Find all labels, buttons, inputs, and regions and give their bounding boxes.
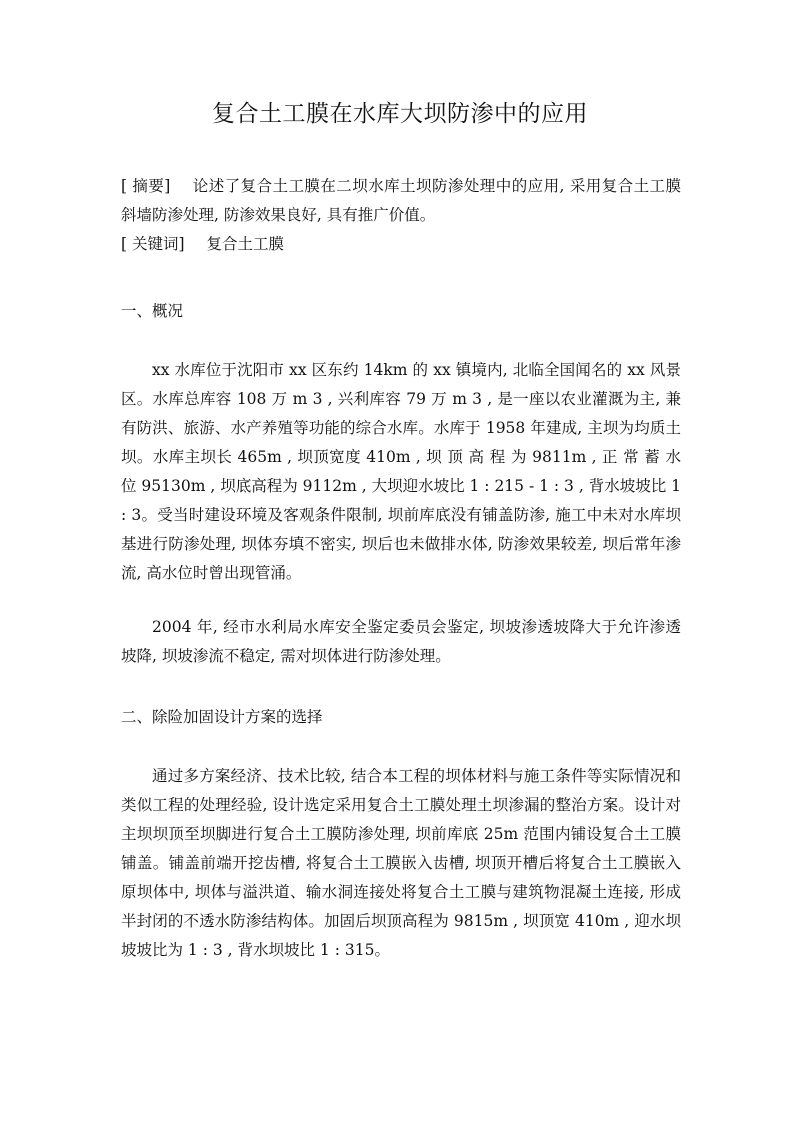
keywords-label: [ 关键词] <box>121 235 185 253</box>
document-title: 复合土工膜在水库大坝防渗中的应用 <box>212 101 588 127</box>
keywords <box>121 230 681 259</box>
section-2-paragraph-1: 通过多方案经济、技术比较, 结合本工程的坝体材料与施工条件等实际情况和类似工程的处理经验, 设计选定采用复合土工膜处理土坝渗漏的整治方案。设计对主坝坝顶至坝脚进行复合土工膜防渗处理, 坝前库底 25m 范围内铺设复合土工膜铺盖。铺盖前端开挖齿槽, 将复合土工膜嵌入齿槽, 坝顶开槽后将复合土工膜嵌入原坝体中, 坝体与溢洪道、输水洞连接处将复合土工膜与建筑物混凝土连接, 形成半封闭的不透水防渗结构体。加固后坝顶高程为 9815m , 坝顶宽 410m , 迎水坝坡坡比为 1 : 3 , 背水坝坡比 1 : 315。 <box>121 767 681 959</box>
abstract <box>121 172 681 230</box>
keywords-text: 复合土工膜 <box>206 235 285 253</box>
abstract-text: 论述了复合土工膜在二坝水库土坝防渗处理中的应用, 采用复合土工膜斜墙防渗处理, 防渗效果良好, 具有推广价值。 <box>121 177 681 224</box>
section-1-paragraph-2: 2004 年, 经市水利局水库安全鉴定委员会鉴定, 坝坡渗透坡降大于允许渗透坡降, 坝坡渗流不稳定, 需对坝体进行防渗处理。 <box>121 618 681 665</box>
abstract-label: [ 摘要] <box>121 177 171 195</box>
section-1-heading: 一、概况 <box>121 302 184 320</box>
section-2-heading: 二、除险加固设计方案的选择 <box>121 708 323 726</box>
section-1-paragraph-1: xx 水库位于沈阳市 xx 区东约 14km 的 xx 镇境内, 北临全国闻名的 xx 风景区。水库总库容 108 万 m 3 , 兴利库容 79 万 m 3 , 是一座以农业灌溉为主, 兼有防洪、旅游、水产养殖等功能的综合水库。水库于 1958 年建成, 主坝为均质土坝。水库主坝长 465m , 坝顶宽度 410m , 坝 顶 高 程 为 9811m , 正 常 蓄 水 位 95130m , 坝底高程为 9112m , 大坝迎水坡比 1 : 215 - 1 : 3 , 背水坡坡比 1 : 3。受当时建设环境及客观条件限制, 坝前库底没有铺盖防渗, 施工中未对水库坝基进行防渗处理, 坝体夯填不密实, 坝后也未做排水体, 防渗效果较差, 坝后常年渗流, 高水位时曾出现管涌。 <box>121 361 681 582</box>
